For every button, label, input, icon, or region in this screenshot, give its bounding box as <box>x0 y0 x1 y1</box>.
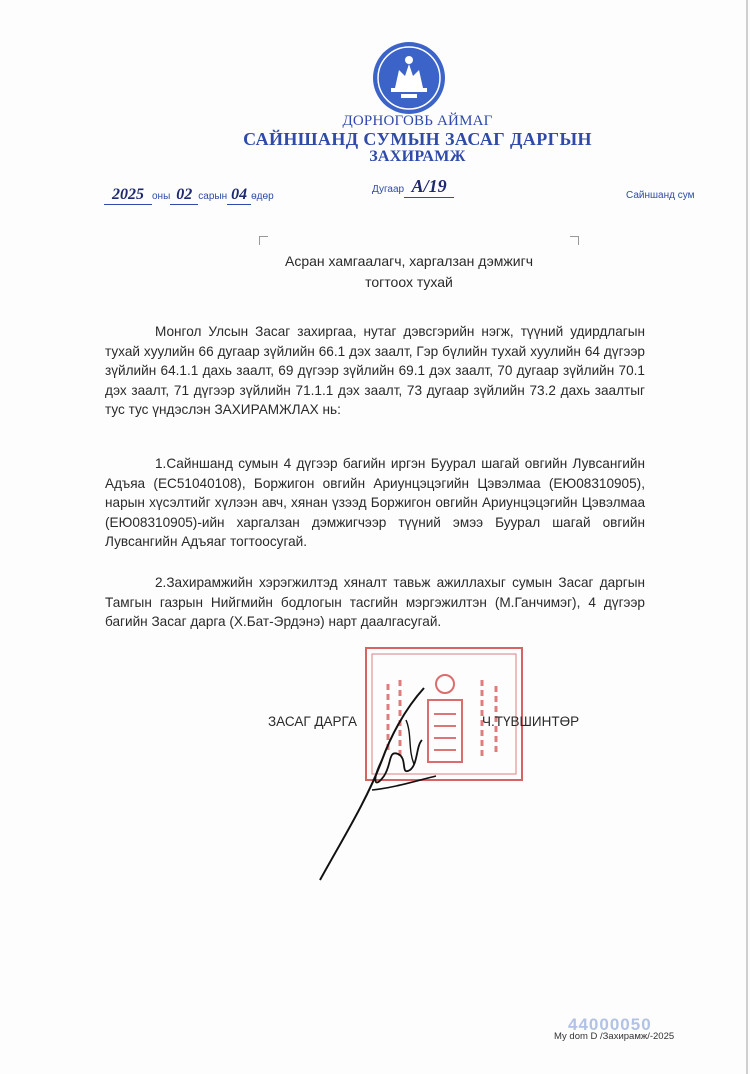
number-value: А/19 <box>404 176 454 198</box>
aimag-heading: ДОРНОГОВЬ АЙМАГ <box>342 113 493 129</box>
subject-line-2: тогтоох тухай <box>365 274 453 290</box>
date-month: 02 <box>170 186 198 205</box>
clause-2-paragraph: 2.Захирамжийн хэрэгжилтэд хяналт тавьж ажиллахыг сумын Засаг даргын Тамгын газрын Нийгмийн бодлогын тасгийн мэргэжилтэн (М.Ганчимэг), 4 дүгээр багийн Засаг дарга (Х.Бат-Эрдэнэ) нарт даалгасугай. <box>105 575 645 630</box>
date-month-suffix: сарын <box>198 191 228 202</box>
subject-bracket-right <box>570 236 579 245</box>
date-year: 2025 <box>104 186 152 205</box>
signatory-name: Ч.ТҮВШИНТӨР <box>482 714 580 729</box>
clause-1-paragraph: 1.Сайншанд сумын 4 дүгээр багийн иргэн Буурал шагай овгийн Лувсангийн Адъяа (ЕС51040108), Боржигон овгийн Ариунцэцэгийн Цэвэлмаа (ЕЮ08310905), нарын хүсэлтийг хүлээн авч, хянан үзээд Боржигон овгийн Ариунцэцэгийн Цэвэлмаа (ЕЮ08310905)-ийн харгалзан дэмжигчээр түүний эмээ Буурал шагай овгийн Лувсангийн Адъяаг тогтоосугай. <box>105 456 645 550</box>
date-day-suffix: өдөр <box>251 191 274 202</box>
subject-line-1: Асран хамгаалагч, харгалзан дэмжигч <box>285 253 533 269</box>
document-serial: 44000050 <box>568 1015 652 1034</box>
number-label: Дугаар <box>372 184 405 195</box>
handwritten-signature <box>312 680 452 885</box>
date-year-suffix: оны <box>152 191 171 202</box>
state-emblem-icon <box>371 40 447 116</box>
subject-bracket-left <box>259 236 268 245</box>
serial-prefix: 44 <box>568 1015 589 1034</box>
preamble-paragraph: Монгол Улсын Засаг захиргаа, нутаг дэвсгэрийн нэгж, түүний удирдлагын тухай хуулийн 66 дугаар зүйлийн 66.1 дэх заалт, Гэр бүлийн тухай хуулийн 64 дүгээр зүйлийн 64.1.1 дахь заалт, 69 дүгээр зүйлийн 69.1 дэх заалт, 70 дугаар зүйлийн 70.1 дэх заалт, 71 дүгээр зүйлийн 71.1.1 дэх заалт, 73 дугаар зүйлийн 73.2 дахь заалтыг тус тус үндэслэн ЗАХИРАМЖЛАХ нь: <box>105 324 645 418</box>
date-day: 04 <box>227 186 251 205</box>
document-number <box>372 176 454 198</box>
office-title: САЙНШАНД СУМЫН ЗАСАГ ДАРГЫН <box>243 129 592 149</box>
document-place: Сайншанд сум <box>626 190 695 201</box>
document-type: ЗАХИРАМЖ <box>369 148 466 165</box>
serial-suffix: 50 <box>630 1015 652 1034</box>
signatory-title: ЗАСАГ ДАРГА <box>268 714 357 729</box>
footer-reference: Му dom D /Захирамж/-2025 <box>554 1031 675 1042</box>
document-date <box>104 186 274 205</box>
